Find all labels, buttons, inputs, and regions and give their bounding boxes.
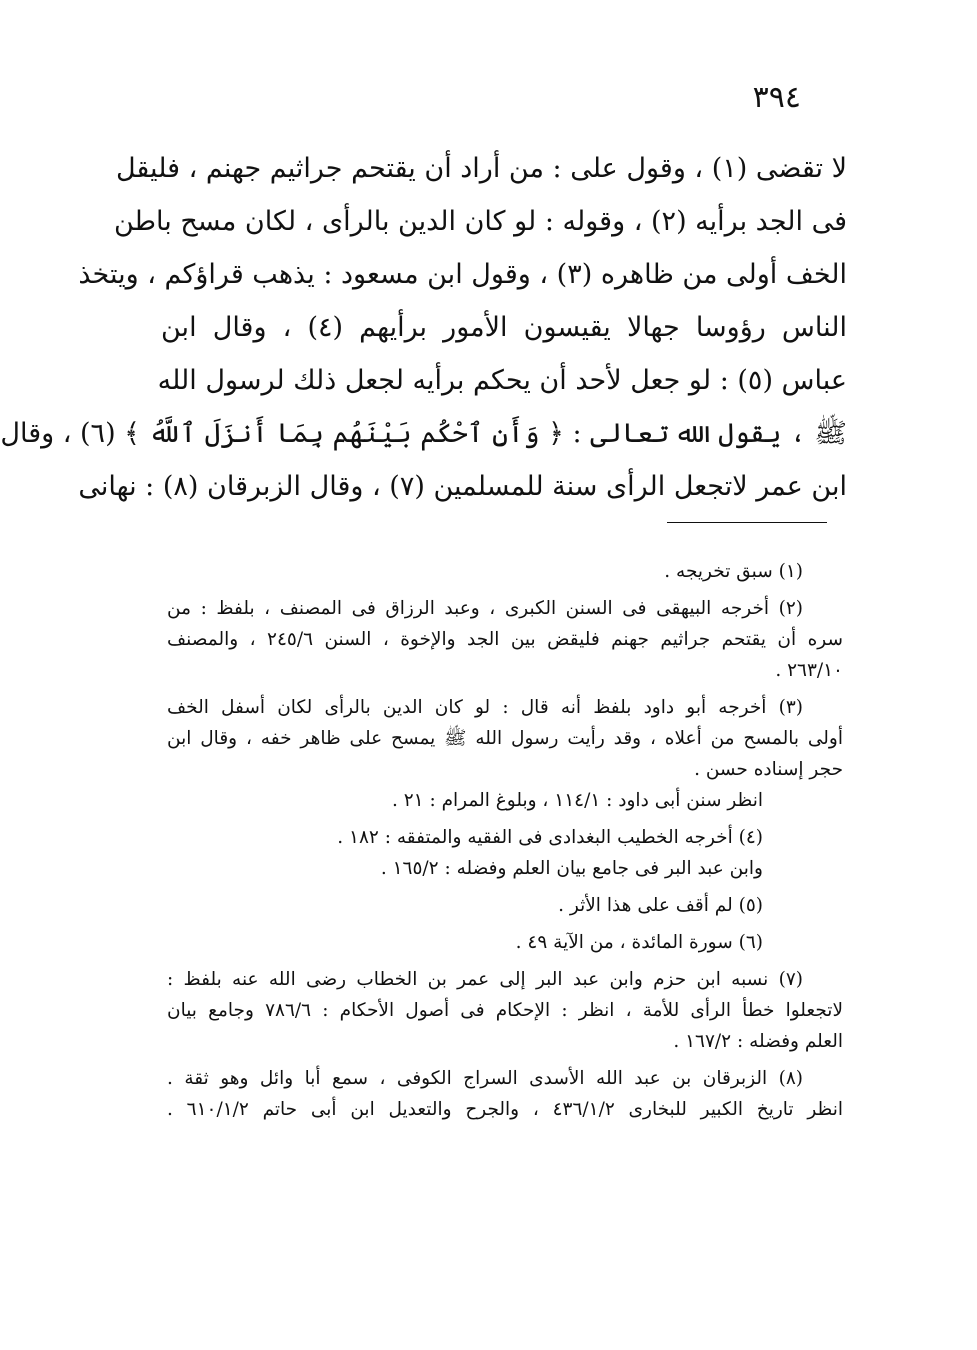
footnote-6 bbox=[167, 927, 843, 958]
footnote-line: انظر تاريخ الكبير للبخارى ٤٣٦/١/٢ ، والجرح والتعديل ابن أبى حاتم ٦١٠/١/٢ . bbox=[167, 1099, 844, 1120]
footnote-line: (٣) أخرجه أبو داود بلفظ أنه قال : لو كان الدين بالرأى لكان أسفل الخف bbox=[167, 697, 803, 718]
footnote-line: (٧) نسبه ابن حزم وابن عبد البر إلى عمر بن الخطاب رضى الله عنه بلفظ : bbox=[167, 969, 803, 990]
footnote-line: (٤) أخرجه الخطيب البغدادى فى الفقيه والمتفقه : ١٨٢ . bbox=[337, 827, 763, 848]
body-line: فى الجد برأيه (٢) ، وقوله : لو كان الدين بالرأى ، لكان مسح باطن bbox=[113, 206, 847, 237]
body-line: ﷺ ، يقول الله تعالى : ﴿ وَأَنِ ٱحْكُم بَيْنَهُم بِمَا أَنزَلَ ٱللَّهُ ﴾ (٦) ، وقال bbox=[0, 418, 847, 449]
body-line: الناس رؤوسا جهالا يقيسون الأمور برأيهم (٤) ، وقال ابن bbox=[161, 312, 847, 343]
footnote-line: انظر سنن أبى داود : ١١٤/١ ، وبلوغ المرام : ٢١ . bbox=[391, 790, 763, 811]
footnote-line: (٦) سورة المائدة ، من الآية ٤٩ . bbox=[515, 932, 763, 953]
footnote-4 bbox=[167, 822, 843, 884]
footnote-line: (٢) أخرجه البيهقى فى السنن الكبرى ، وعبد الرزاق فى المصنف ، بلفظ : من bbox=[167, 598, 803, 619]
footnote-3 bbox=[167, 692, 843, 816]
footnote-8 bbox=[167, 1063, 843, 1125]
footnote-2 bbox=[167, 593, 843, 686]
body-line: ابن عمر لاتجعل الرأى سنة للمسلمين (٧) ، وقال الزبرقان (٨) : نهانى bbox=[78, 471, 847, 502]
page-number: ٣٩٤ bbox=[752, 80, 801, 115]
footnote-line: العلم وفضله : ١٦٧/٢ . bbox=[673, 1031, 843, 1052]
body-line: لا تقضى (١) ، وقول على : من أراد أن يقتحم جراثيم جهنم ، فليقل bbox=[115, 153, 847, 184]
footnote-divider bbox=[667, 522, 827, 523]
body-line: الخف أولى من ظاهره (٣) ، وقول ابن مسعود : يذهب قراؤكم ، ويتخذ bbox=[78, 259, 847, 290]
footnote-line: (٨) الزبرقان بن عبد الله الأسدى السراج الكوفى ، سمع أبا وائل وهو ثقة . bbox=[167, 1068, 803, 1089]
footnote-7 bbox=[167, 964, 843, 1057]
main-text bbox=[0, 142, 847, 513]
body-line: عباس (٥) : لو جعل لأحد أن يحكم برأيه لجعل ذلك لرسول الله bbox=[157, 365, 847, 396]
footnote-line: وابن عبد البر فى جامع بيان العلم وفضله : ١٦٥/٢ . bbox=[380, 858, 763, 879]
footnotes bbox=[167, 556, 843, 1131]
footnote-5 bbox=[167, 890, 843, 921]
footnote-line: ٢٦٣/١٠ . bbox=[775, 660, 843, 681]
footnote-line: سره أن يقتحم جراثيم جهنم فليقض بين الجد والإخوة ، السنن ٢٤٥/٦ ، والمصنف bbox=[167, 629, 843, 650]
footnote-line: لاتجعلوا خطأ الرأى للأمة ، انظر : الإحكام فى أصول الأحكام : ٧٨٦/٦ وجامع بيان bbox=[167, 1000, 843, 1021]
footnote-line: (١) سبق تخريجه . bbox=[664, 561, 803, 582]
footnote-line: (٥) لم أقف على هذا الأثر . bbox=[558, 895, 763, 916]
footnote-line: حجر إسناده حسن . bbox=[694, 759, 843, 780]
footnote-line: أولى بالمسح من أعلاه ، وقد رأيت رسول الله ﷺ يمسح على ظاهر خفه ، وقال ابن bbox=[167, 728, 843, 749]
footnote-1 bbox=[167, 556, 843, 587]
